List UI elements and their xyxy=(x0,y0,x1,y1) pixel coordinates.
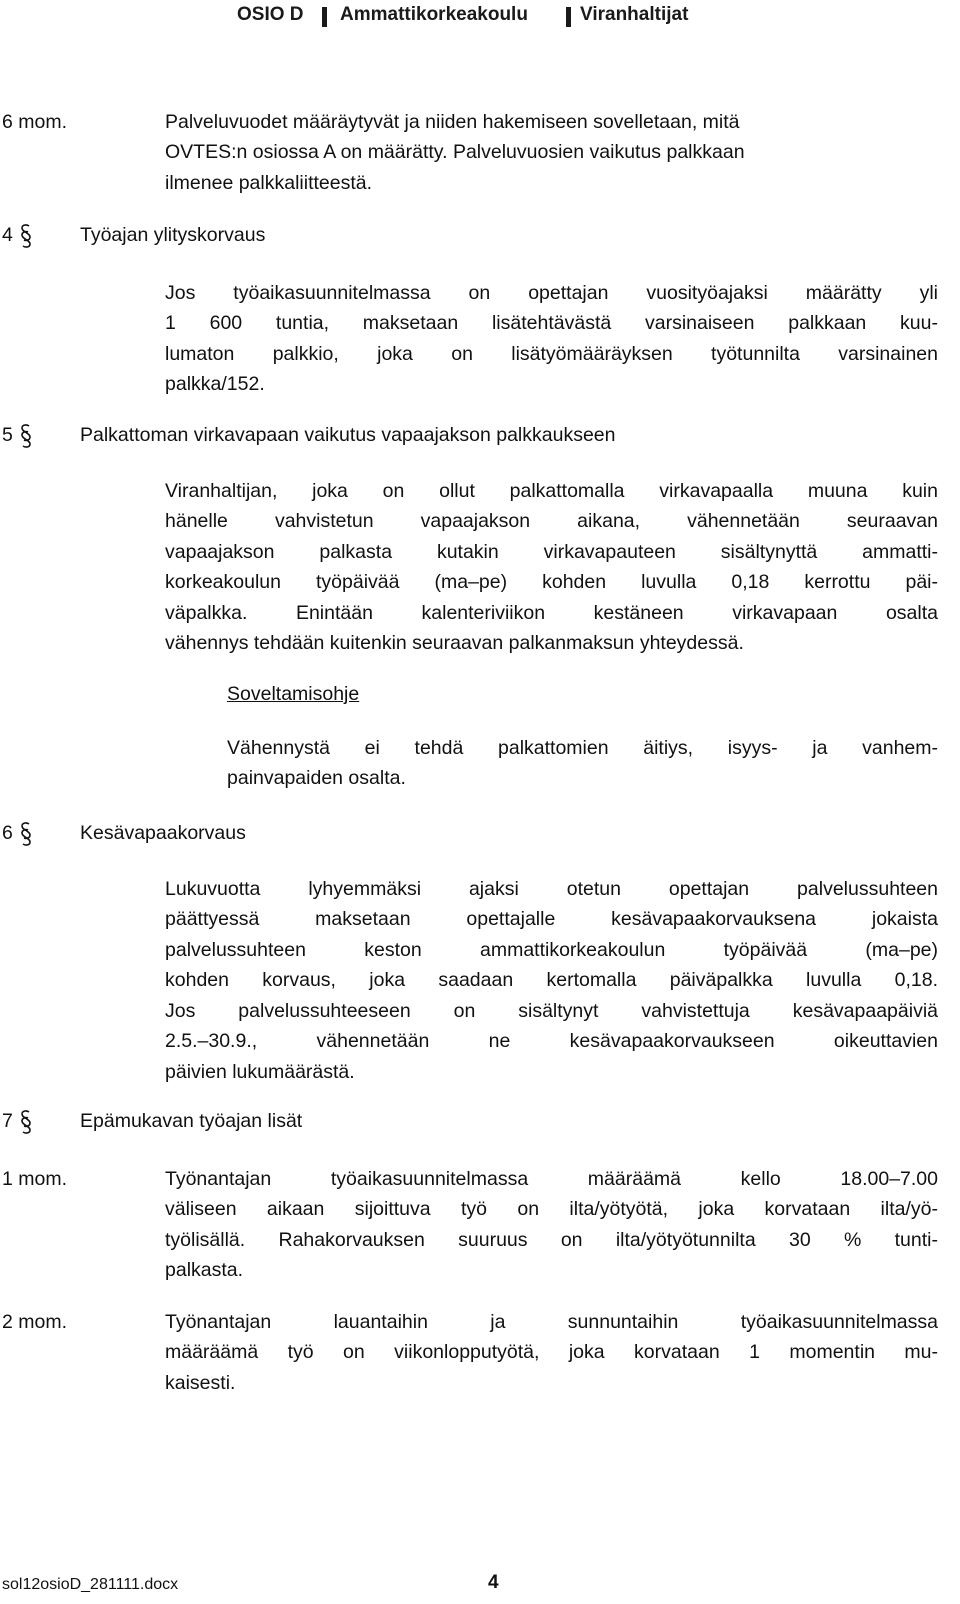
paragraph-line: Lukuvuotta lyhyemmäksi ajaksi otetun opettajan palvelussuhteen xyxy=(165,878,938,900)
paragraph-line: palvelussuhteen keston ammattikorkeakoulun työpäivää (ma–pe) xyxy=(165,939,938,961)
moment-label: 2 mom. xyxy=(2,1311,68,1333)
paragraph-line: väpalkka. Enintään kalenteriviikon kestäneen virkavapaan osalta xyxy=(165,602,938,624)
section-sign-icon xyxy=(20,821,32,847)
document-footer xyxy=(0,1568,960,1598)
header-group: Viranhaltijat xyxy=(580,4,689,25)
section-number: 6 xyxy=(2,822,13,844)
paragraph-line: väliseen aikaan sijoittuva työ on ilta/yötyötä, joka korvataan ilta/yö- xyxy=(165,1198,938,1220)
header-part: OSIO D xyxy=(237,4,304,25)
paragraph-line: kohden korvaus, joka saadaan kertomalla päiväpalkka luvulla 0,18. xyxy=(165,969,938,991)
guide-label: Soveltamisohje xyxy=(227,683,360,705)
section-number: 7 xyxy=(2,1110,13,1132)
section-title: Epämukavan työajan lisät xyxy=(80,1110,303,1132)
paragraph-line: Jos palvelussuhteeseen on sisältynyt vahvistettuja kesävapaapäiviä xyxy=(165,1000,938,1022)
paragraph-line: korkeakoulun työpäivää (ma–pe) kohden luvulla 0,18 kerrottu päi- xyxy=(165,571,938,593)
paragraph-line: Palveluvuodet määräytyvät ja niiden hakemiseen sovelletaan, mitä xyxy=(165,111,740,133)
paragraph-line: työlisällä. Rahakorvauksen suuruus on ilta/yötyötunnilta 30 % tunti- xyxy=(165,1229,938,1251)
paragraph-line: määräämä työ on viikonlopputyötä, joka korvataan 1 momentin mu- xyxy=(165,1341,938,1363)
section-number: 4 xyxy=(2,224,13,246)
paragraph-line: kaisesti. xyxy=(165,1372,236,1394)
header-institution: Ammattikorkeakoulu xyxy=(340,4,528,25)
section-number: 5 xyxy=(2,424,13,446)
paragraph-line: päivien lukumäärästä. xyxy=(165,1061,355,1083)
section-sign-icon xyxy=(20,1109,32,1135)
paragraph-line: 2.5.–30.9., vähennetään ne kesävapaakorvaukseen oikeuttavien xyxy=(165,1030,938,1052)
paragraph-line: Jos työaikasuunnitelmassa on opettajan vuosityöajaksi määrätty yli xyxy=(165,282,938,304)
paragraph-line: OVTES:n osiossa A on määrätty. Palveluvuosien vaikutus palkkaan xyxy=(165,141,745,163)
paragraph-line: palkasta. xyxy=(165,1259,244,1281)
section-title: Palkattoman virkavapaan vaikutus vapaajakson palkkaukseen xyxy=(80,424,616,446)
section-sign-icon xyxy=(20,423,32,449)
paragraph-line: Viranhaltijan, joka on ollut palkattomalla virkavapaalla muuna kuin xyxy=(165,480,938,502)
paragraph-line: Työnantajan lauantaihin ja sunnuntaihin työaikasuunnitelmassa xyxy=(165,1311,938,1333)
paragraph-line: Työnantajan työaikasuunnitelmassa määräämä kello 18.00–7.00 xyxy=(165,1168,938,1190)
footer-filename: sol12osioD_281111.docx xyxy=(2,1576,179,1593)
moment-label: 1 mom. xyxy=(2,1168,68,1190)
document-header xyxy=(0,4,960,34)
paragraph-line: palkka/152. xyxy=(165,373,265,395)
paragraph-line: lumaton palkkio, joka on lisätyömääräyksen työtunnilta varsinainen xyxy=(165,343,938,365)
paragraph-line: 1 600 tuntia, maksetaan lisätehtävästä varsinaiseen palkkaan kuu- xyxy=(165,312,938,334)
moment-label: 6 mom. xyxy=(2,111,68,133)
paragraph-line: päättyessä maksetaan opettajalle kesävapaakorvauksena jokaista xyxy=(165,908,938,930)
paragraph-line: hänelle vahvistetun vapaajakson aikana, vähennetään seuraavan xyxy=(165,510,938,532)
paragraph-line: Vähennystä ei tehdä palkattomien äitiys, isyys- ja vanhem- xyxy=(227,737,938,759)
paragraph-line: vähennys tehdään kuitenkin seuraavan palkanmaksun yhteydessä. xyxy=(165,632,744,654)
section-title: Kesävapaakorvaus xyxy=(80,822,246,844)
page-number: 4 xyxy=(488,1572,499,1593)
section-sign-icon xyxy=(20,223,32,249)
header-separator xyxy=(566,7,571,27)
section-title: Työajan ylityskorvaus xyxy=(80,224,266,246)
header-separator xyxy=(322,7,327,27)
paragraph-line: painvapaiden osalta. xyxy=(227,767,406,789)
paragraph-line: ilmenee palkkaliitteestä. xyxy=(165,172,373,194)
paragraph-line: vapaajakson palkasta kutakin virkavapauteen sisältynyttä ammatti- xyxy=(165,541,938,563)
